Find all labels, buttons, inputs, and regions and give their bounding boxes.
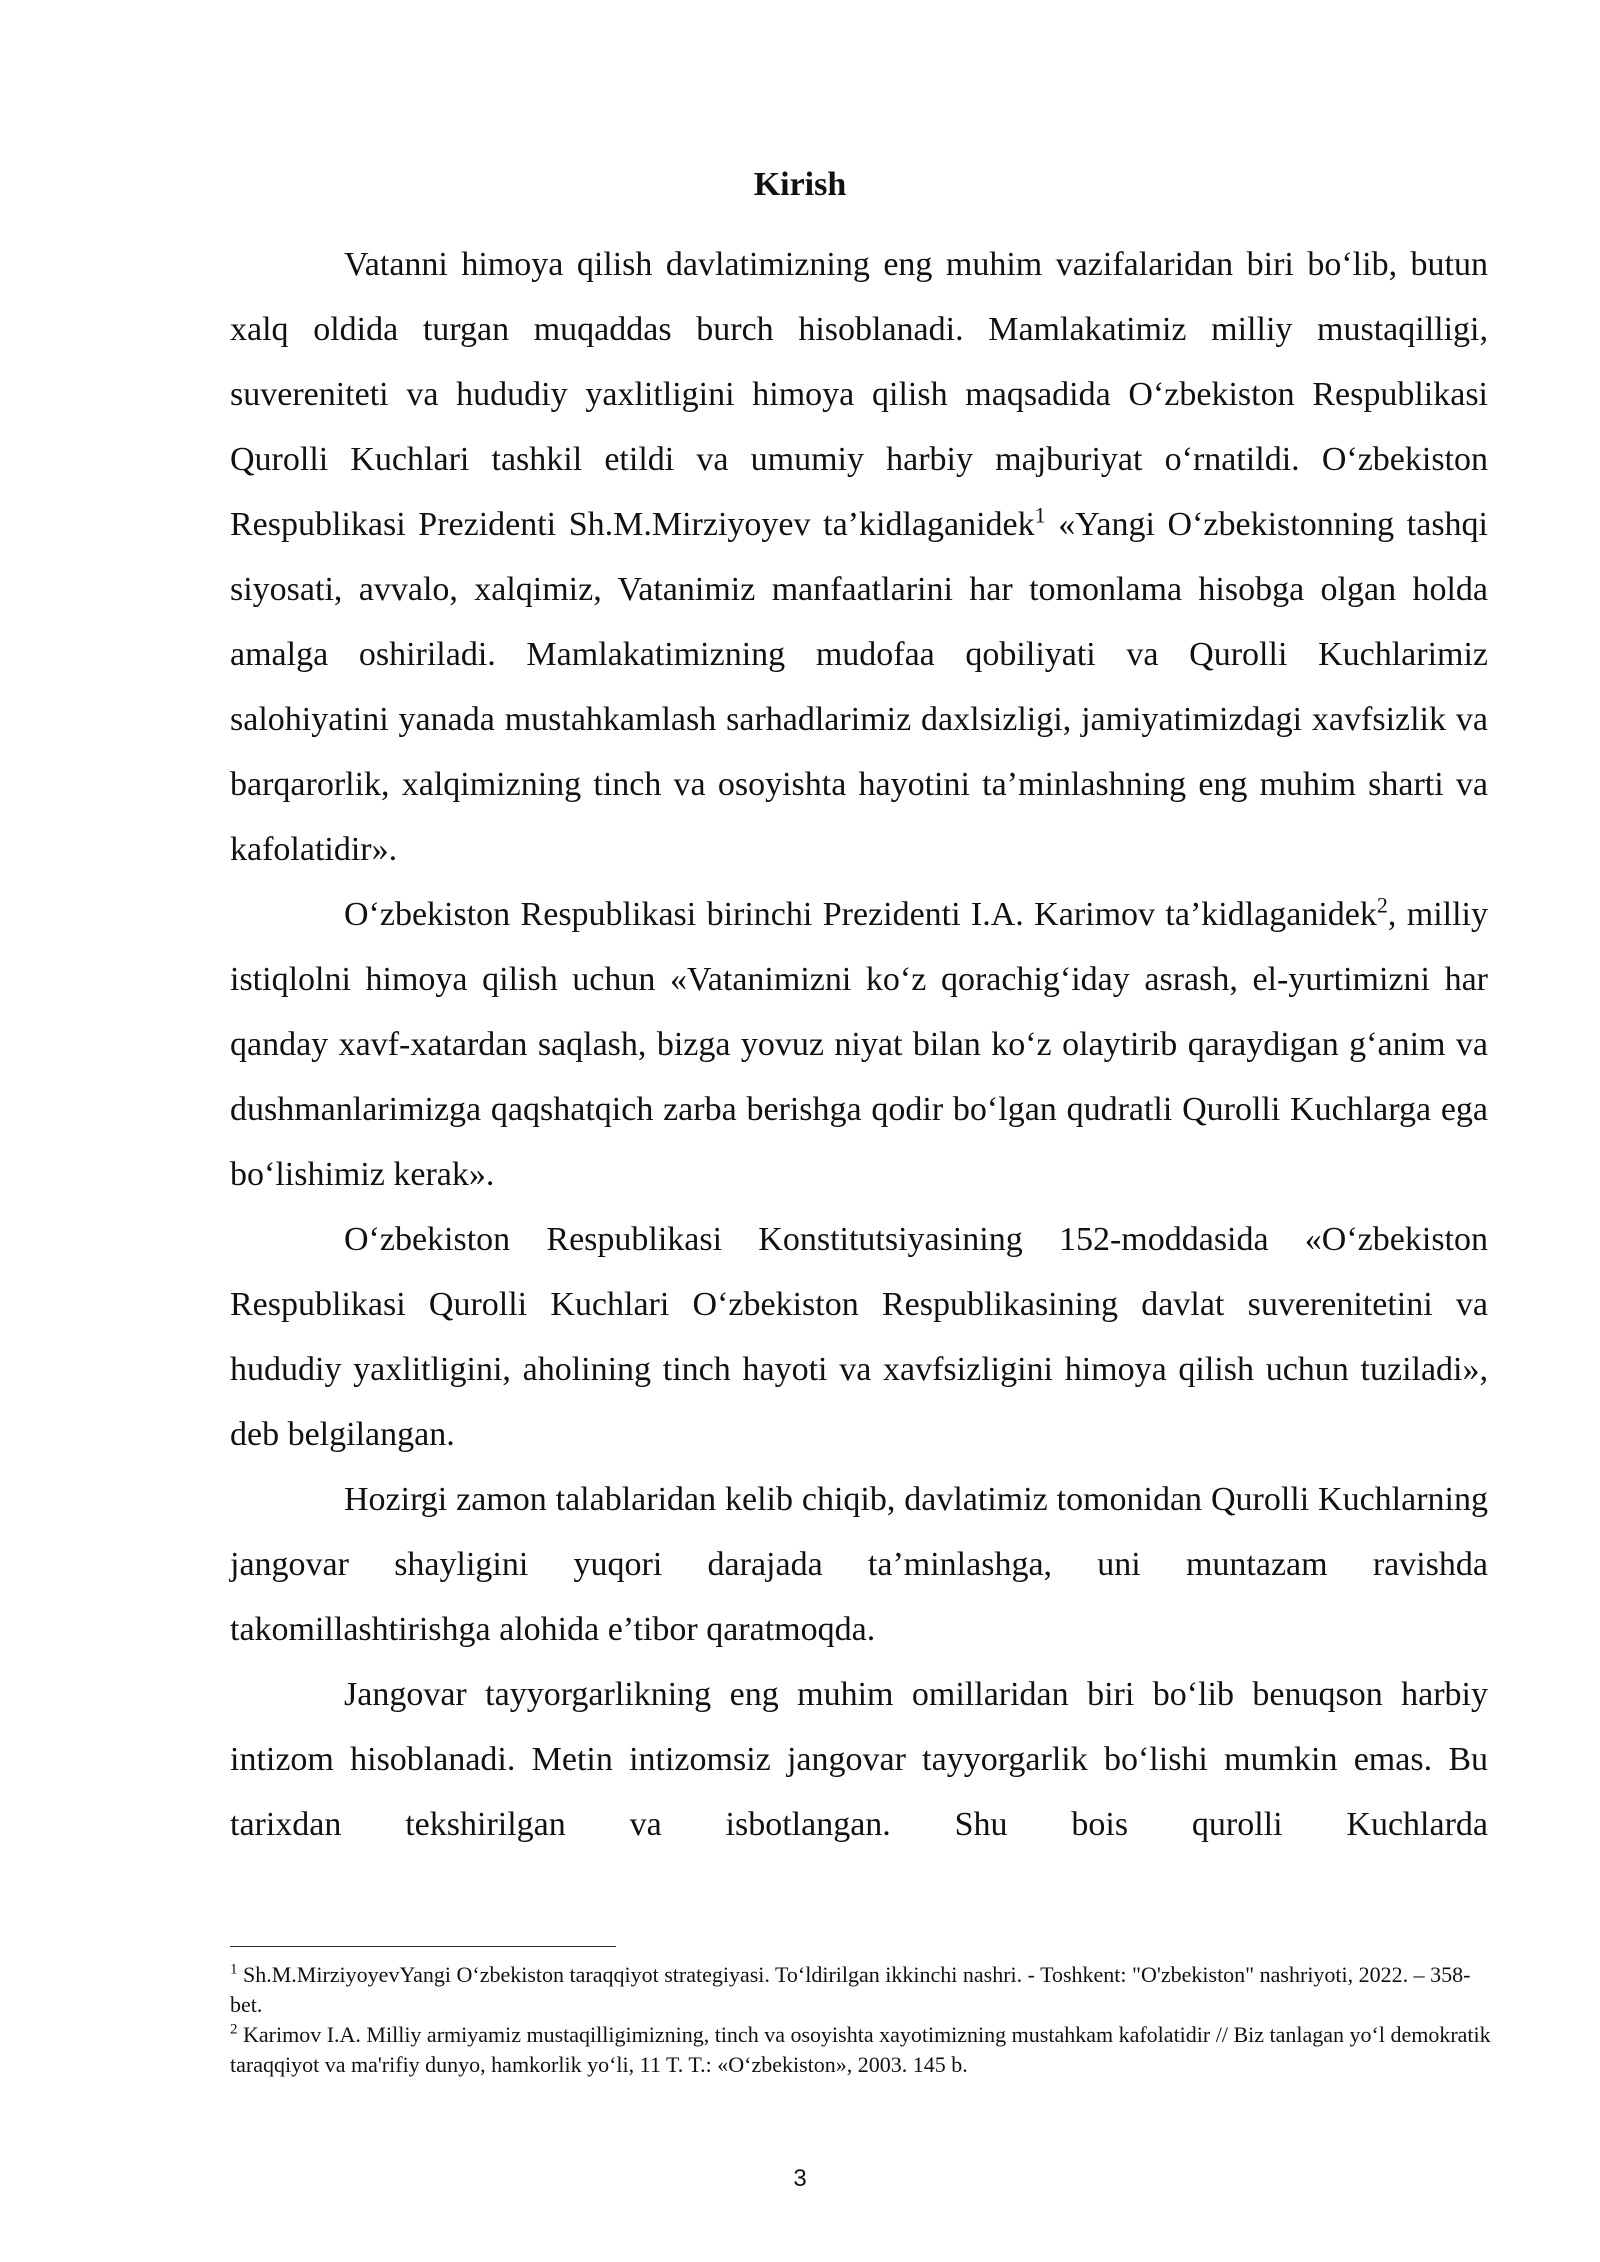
paragraph-4-text: Hozirgi zamon talablaridan kelib chiqib, davlatimiz tomonidan Qurolli Kuchlarning jangovar shayligini yuqori darajada ta’minlashga, uni muntazam ravishda takomillashtirishga alohida e’tibor qaratmoqda.: [230, 1481, 1488, 1648]
paragraph-4: [230, 1467, 1488, 1662]
footnotes: [230, 1960, 1492, 2080]
paragraph-1-text: Vatanni himoya qilish davlatimizning eng muhim vazifalaridan biri bo‘lib, butun xalq oldida turgan muqaddas burch hisoblanadi. Mamlakatimiz milliy mustaqilligi, suvereniteti va hududiy yaxlitligini himoya qilish maqsadida O‘zbekiston Respublikasi Qurolli Kuchlari tashkil etildi va umumiy harbiy majburiyat o‘rnatildi. O‘zbekiston Respublikasi Prezidenti Sh.M.Mirziyoyev ta’kidlaganidek: [230, 246, 1488, 543]
paragraph-5-text: Jangovar tayyorgarlikning eng muhim omillaridan biri bo‘lib benuqson harbiy intizom hisoblanadi. Metin intizomsiz jangovar tayyorgarlik bo‘lishi mumkin emas. Bu tarixdan tekshirilgan va isbotlangan. Shu bois qurolli Kuchlarda: [230, 1676, 1488, 1843]
paragraph-3: [230, 1207, 1488, 1467]
footnote-1: [230, 1960, 1492, 2020]
paragraph-2-text: O‘zbekiston Respublikasi birinchi Prezidenti I.A. Karimov ta’kidlaganidek: [344, 896, 1377, 933]
paragraph-5: [230, 1662, 1488, 1857]
paragraph-3-text: O‘zbekiston Respublikasi Konstitutsiyasining 152-moddasida «O‘zbekiston Respublikasi Qurolli Kuchlari O‘zbekiston Respublikasining davlat suverenitetini va hududiy yaxlitligini, aholining tinch hayoti va xavfsizligini himoya qilish uchun tuziladi», deb belgilangan.: [230, 1221, 1488, 1453]
page-number: 3: [793, 2165, 807, 2192]
section-title: Kirish: [753, 166, 847, 203]
footnote-separator: [230, 1946, 616, 1947]
footnote-number-2: 2: [230, 2021, 238, 2038]
paragraph-2-text-continued: , milliy istiqlolni himoya qilish uchun «Vatanimizni ko‘z qorachig‘iday asrash, el-yurtimizni har qanday xavf-xatardan saqlash, bizga yovuz niyat bilan ko‘z olaytirib qaraydigan g‘anim va dushmanlarimizga qaqshatqich zarba berishga qodir bo‘lgan qudratli Qurolli Kuchlarga ega bo‘lishimiz kerak».: [230, 896, 1488, 1193]
paragraph-1-text-continued: «Yangi O‘zbekistonning tashqi siyosati, avvalo, xalqimiz, Vatanimiz manfaatlarini har tomonlama hisobga olgan holda amalga oshiriladi. Mamlakatimizning mudofaa qobiliyati va Qurolli Kuchlarimiz salohiyatini yanada mustahkamlash sarhadlarimiz daxlsizligi, jamiyatimizdagi xavfsizlik va barqarorlik, xalqimizning tinch va osoyishta hayotini ta’minlashning eng muhim sharti va kafolatidir».: [230, 506, 1488, 868]
footnote-ref-2[interactable]: 2: [1376, 892, 1388, 918]
paragraph-1: [230, 232, 1488, 882]
footnote-1-text: Sh.M.MirziyoyevYangi O‘zbekiston taraqqiyot strategiyasi. To‘ldirilgan ikkinchi nashri. - Toshkent: "O'zbekiston" nashriyoti, 2022. – 358- bet.: [230, 1962, 1471, 2017]
footnote-number-1: 1: [230, 1961, 238, 1978]
paragraph-2: [230, 882, 1488, 1207]
footnote-2: [230, 2020, 1492, 2080]
footnote-ref-1[interactable]: 1: [1034, 502, 1046, 528]
body-text: [230, 232, 1488, 1857]
footnote-2-text: Karimov I.A. Milliy armiyamiz mustaqilligimizning, tinch va osoyishta xayotimizning mustahkam kafolatidir // Biz tanlagan yo‘l demokratik taraqqiyot va ma'rifiy dunyo, hamkorlik yo‘li, 11 T. T.: «O‘zbekiston», 2003. 145 b.: [230, 2022, 1491, 2077]
